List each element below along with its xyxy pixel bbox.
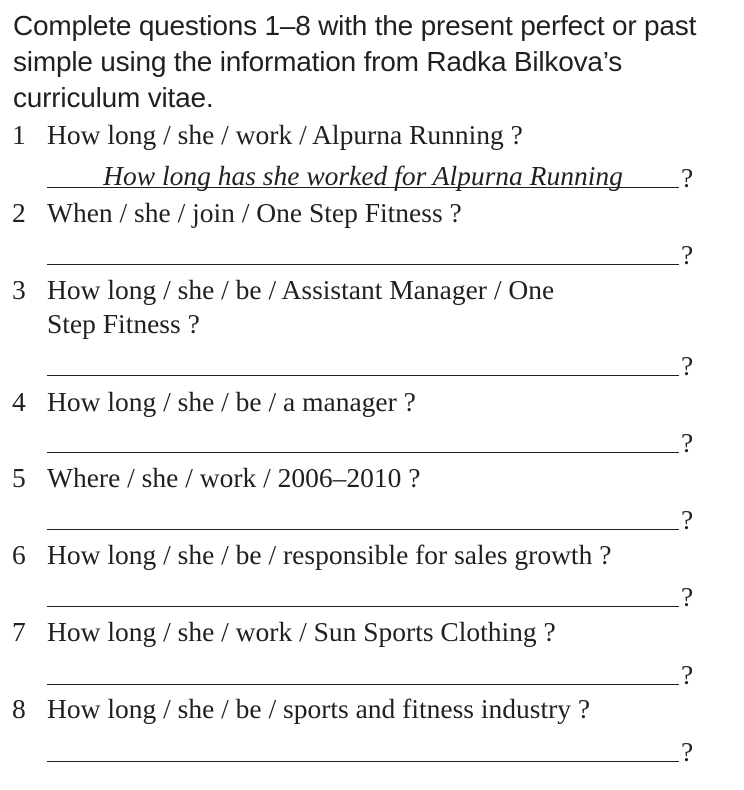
answer-line[interactable] — [47, 606, 679, 607]
question-mark: ? — [681, 581, 694, 612]
answer-line[interactable] — [47, 264, 679, 265]
question-mark: ? — [681, 504, 694, 535]
question-number: 7 — [12, 616, 26, 647]
question-prompt-continued: Step Fitness ? — [47, 308, 200, 339]
question-mark: ? — [681, 736, 694, 767]
question-number: 1 — [12, 119, 26, 150]
question-mark: ? — [681, 427, 694, 458]
question-mark: ? — [681, 659, 694, 690]
question-number: 3 — [12, 274, 26, 305]
question-number: 4 — [12, 386, 26, 417]
question-mark: ? — [681, 239, 694, 270]
question-prompt: How long / she / be / a manager ? — [47, 386, 416, 417]
answer-line[interactable] — [47, 160, 679, 191]
question-prompt: When / she / join / One Step Fitness ? — [47, 197, 462, 228]
answer-line[interactable] — [47, 761, 679, 762]
answer-text: How long has she worked for Alpurna Running — [103, 160, 623, 191]
question-prompt: How long / she / be / responsible for sales growth ? — [47, 539, 612, 570]
question-prompt: How long / she / work / Sun Sports Clothing ? — [47, 616, 556, 647]
answer-line[interactable] — [47, 529, 679, 530]
answer-line[interactable] — [47, 452, 679, 453]
question-prompt: How long / she / be / sports and fitness industry ? — [47, 693, 591, 724]
question-prompt: Where / she / work / 2006–2010 ? — [47, 462, 421, 493]
exercise-instructions: Complete questions 1–8 with the present perfect or past simple using the information from Radka Bilkova’s curriculum vitae. — [13, 10, 697, 113]
question-number: 6 — [12, 539, 26, 570]
question-number: 5 — [12, 462, 26, 493]
answer-line[interactable] — [47, 684, 679, 685]
answer-line[interactable] — [47, 375, 679, 376]
question-number: 8 — [12, 693, 26, 724]
question-mark: ? — [681, 162, 694, 193]
question-prompt: How long / she / work / Alpurna Running ? — [47, 119, 523, 150]
question-mark: ? — [681, 350, 694, 381]
question-number: 2 — [12, 197, 26, 228]
question-prompt: How long / she / be / Assistant Manager / One — [47, 274, 555, 305]
